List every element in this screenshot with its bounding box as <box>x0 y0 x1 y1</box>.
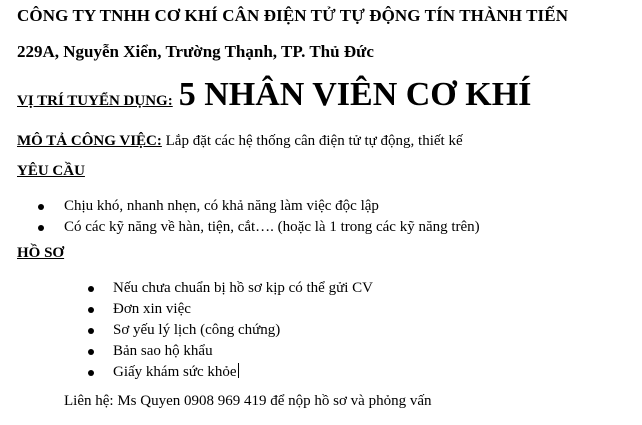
requirement-text: Chịu khó, nhanh nhẹn, có khả năng làm việc độc lập <box>64 198 379 214</box>
documents-heading: HỒ SƠ <box>17 245 65 261</box>
list-item <box>88 299 373 320</box>
document-text: Nếu chưa chuẩn bị hồ sơ kịp có thể gửi CV <box>113 280 373 296</box>
job-description-text: Lắp đặt các hệ thống cân điện tử tự động, thiết kế <box>165 133 463 149</box>
list-item <box>88 362 373 383</box>
list-item <box>88 320 373 341</box>
document-text: Sơ yếu lý lịch (công chứng) <box>113 322 281 338</box>
position-label: VỊ TRÍ TUYỂN DỤNG: <box>17 93 173 109</box>
position-row <box>17 76 531 114</box>
text-cursor[interactable] <box>238 363 239 378</box>
company-name: CÔNG TY TNHH CƠ KHÍ CÂN ĐIỆN TỬ TỰ ĐỘNG TÍN THÀNH TIẾN <box>17 6 569 25</box>
requirements-list <box>38 196 480 238</box>
contact-info: Liên hệ: Ms Quyen 0908 969 419 để nộp hồ sơ và phỏng vấn <box>64 393 432 409</box>
position-value: 5 NHÂN VIÊN CƠ KHÍ <box>178 76 532 113</box>
bullet-icon <box>88 307 94 313</box>
bullet-icon <box>88 349 94 355</box>
document-text <box>113 364 239 380</box>
bullet-icon <box>38 204 44 210</box>
document-text: Đơn xin việc <box>113 301 191 317</box>
documents-list <box>88 278 373 383</box>
bullet-icon <box>88 370 94 376</box>
bullet-icon <box>88 286 94 292</box>
list-item <box>38 196 480 217</box>
requirements-heading: YÊU CẦU <box>17 163 85 179</box>
requirement-text: Có các kỹ năng về hàn, tiện, cắt…. (hoặc là 1 trong các kỹ năng trên) <box>64 219 480 235</box>
job-description-row <box>17 133 463 150</box>
bullet-icon <box>88 328 94 334</box>
list-item <box>88 341 373 362</box>
list-item <box>88 278 373 299</box>
company-address: 229A, Nguyễn Xiển, Trường Thạnh, TP. Thủ Đức <box>17 42 374 61</box>
list-item <box>38 217 480 238</box>
bullet-icon <box>38 225 44 231</box>
document-text: Bản sao hộ khẩu <box>113 343 213 359</box>
document-text-content: Giấy khám sức khỏe <box>113 364 237 380</box>
job-description-label: MÔ TẢ CÔNG VIỆC: <box>17 133 162 149</box>
